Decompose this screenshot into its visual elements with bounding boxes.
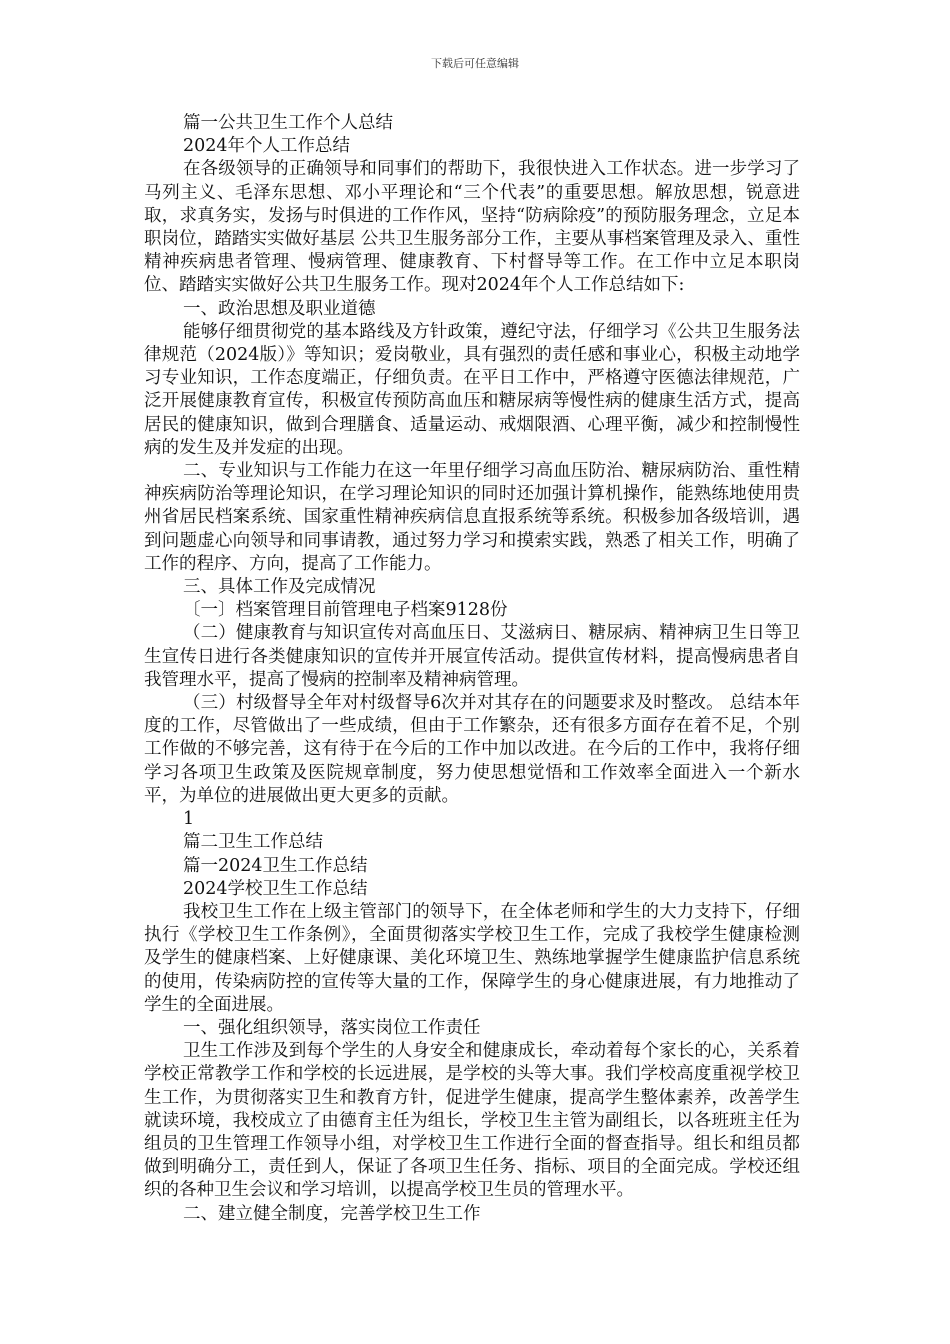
page-number: 1: [183, 809, 195, 830]
subsection-title: 2024学校卫生工作总结: [183, 878, 368, 899]
body-paragraph: （二）健康教育与知识宣传对高血压日、艾滋病日、糖尿病、精神病卫生日等卫生宣传日进行各类健康知识的宣传并开展宣传活动。提供宣传材料，提高慢病患者自我管理水平，提高了慢病的控制率及精神病管理。: [144, 623, 800, 690]
body-paragraph: 在各级领导的正确领导和同事们的帮助下，我很快进入工作状态。进一步学习了马列主义、毛泽东思想、邓小平理论和“三个代表”的重要思想。解放思想，锐意进取，求真务实，发扬与时俱进的工作作风，坚持“防病除疫”的预防服务理念，立足本职岗位，踏踏实实做好基层 公共卫生服务部分工作，主要从事档案管理及录入、重性精神疾病患者管理、慢病管理、健康教育、下村督导等工作。在工作中立足本职岗位、踏踏实实做好公共卫生服务工作。现对2024年个人工作总结如下:: [144, 159, 800, 296]
body-paragraph: 卫生工作涉及到每个学生的人身安全和健康成长，牵动着每个家长的心，关系着学校正常教学工作和学校的长远进展，是学校的头等大事。我们学校高度重视学校卫生工作，为贯彻落实卫生和教育方针，促进学生健康，提高学生整体素养，改善学生就读环境，我校成立了由德育主任为组长，学校卫生主管为副组长，以各班班主任为组员的卫生管理工作领导小组，对学校卫生工作进行全面的督查指导。组长和组员都做到明确分工，责任到人，保证了各项卫生任务、指标、项目的全面完成。学校还组织的各种卫生会议和学习培训，以提高学校卫生员的管理水平。: [144, 1041, 800, 1201]
section-title: 篇二卫生工作总结: [183, 832, 323, 853]
heading-paragraph: 二、建立健全制度，完善学校卫生工作: [183, 1203, 481, 1224]
body-paragraph: （三）村级督导全年对村级督导6次并对其存在的问题要求及时整改。 总结本年度的工作，尽管做出了一些成绩，但由于工作繁杂，还有很多方面存在着不足，个别工作做的不够完善，这有待于在今后的工作中加以改进。在今后的工作中，我将仔细学习各项卫生政策及医院规章制度，努力使思想觉悟和工作效率全面进入一个新水平，为单位的进展做出更大更多的贡献。: [144, 693, 800, 806]
body-paragraph: 二、专业知识与工作能力在这一年里仔细学习高血压防治、糖尿病防治、重性精神疾病防治等理论知识，在学习理论知识的同时还加强计算机操作，能熟练地使用贵州省居民档案系统、国家重性精神疾病信息直报系统等系统。积极参加各级培训，遇到问题虚心向领导和同事请教，通过努力学习和摸索实践，熟悉了相关工作，明确了工作的程序、方向，提高了工作能力。: [144, 461, 800, 574]
heading-paragraph: 一、强化组织领导，落实岗位工作责任: [183, 1017, 481, 1038]
heading-paragraph: 一、政治思想及职业道德: [183, 298, 376, 319]
page-header-note: 下载后可任意编辑: [431, 57, 519, 70]
body-paragraph: 能够仔细贯彻党的基本路线及方针政策，遵纪守法，仔细学习《公共卫生服务法律规范（2024版）》等知识；爱岗敬业，具有强烈的责任感和事业心，积极主动地学习专业知识，工作态度端正，仔细负责。在平日工作中，严格遵守医德法律规范，广泛开展健康教育宣传，积极宣传预防高血压和糖尿病等慢性病的健康生活方式，提高居民的健康知识，做到合理膳食、适量运动、戒烟限酒、心理平衡，减少和控制慢性病的发生及并发症的出现。: [144, 321, 800, 458]
document-body: [144, 112, 800, 1226]
body-paragraph: 我校卫生工作在上级主管部门的领导下，在全体老师和学生的大力支持下，仔细执行《学校卫生工作条例》，全面贯彻落实学校卫生工作，完成了我校学生健康检测及学生的健康档案、上好健康课、美化环境卫生、熟练地掌握学生健康监护信息系统的使用，传染病防控的宣传等大量的工作，保障学生的身心健康进展，有力地推动了学生的全面进展。: [144, 901, 800, 1015]
heading-paragraph: 三、具体工作及完成情况: [183, 577, 376, 598]
section-title: 篇一公共卫生工作个人总结: [183, 113, 393, 133]
subsection-title: 篇一2024卫生工作总结: [183, 855, 368, 876]
body-paragraph: 〔一〕档案管理目前管理电子档案9128份: [183, 600, 508, 621]
subsection-title: 2024年个人工作总结: [183, 136, 351, 157]
